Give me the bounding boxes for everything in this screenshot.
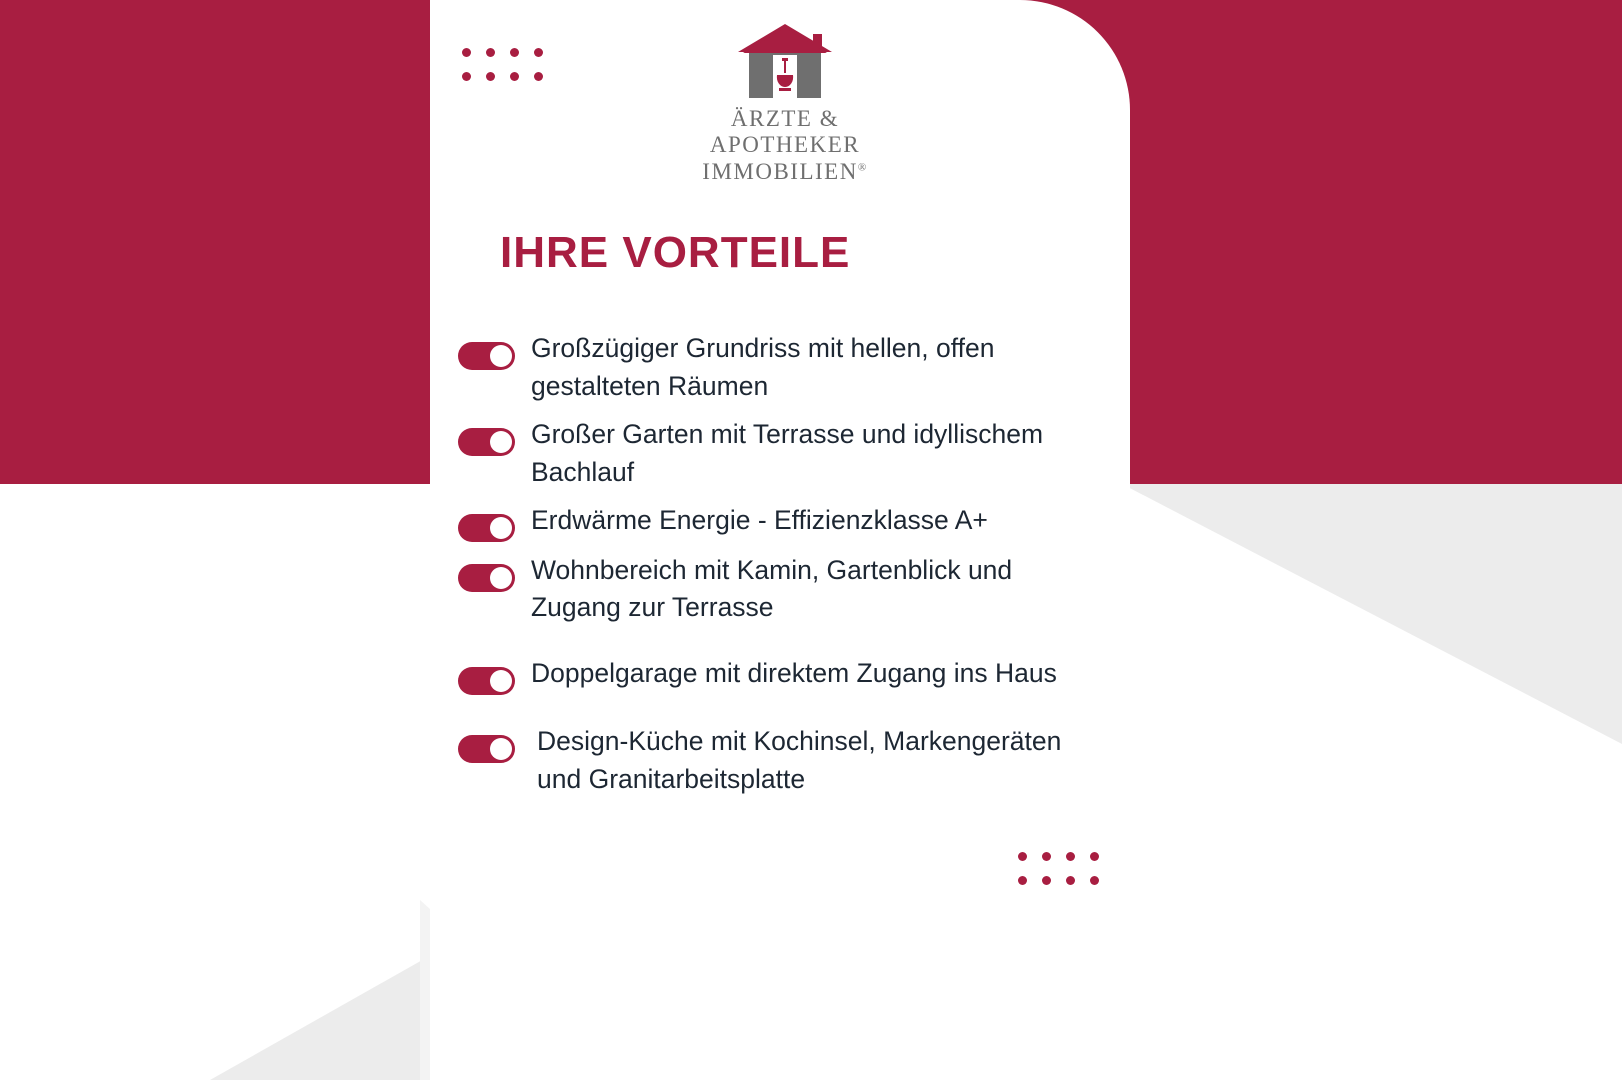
dot — [1090, 852, 1099, 861]
brand-logo — [655, 22, 915, 185]
dot-grid-top-decoration — [462, 48, 543, 81]
toggle-switch-on-icon[interactable] — [458, 514, 515, 542]
toggle-switch-on-icon[interactable] — [458, 667, 515, 695]
dot — [1018, 852, 1027, 861]
brand-name-line2-text: IMMOBILIEN — [702, 158, 858, 184]
list-item — [458, 416, 1098, 492]
toggle-switch-on-icon[interactable] — [458, 428, 515, 456]
house-with-mortar-and-pestle-icon — [735, 22, 835, 100]
dot — [462, 72, 471, 81]
list-item — [458, 330, 1098, 406]
list-item — [458, 552, 1098, 628]
dot — [1066, 876, 1075, 885]
brand-name-line2 — [655, 159, 915, 185]
toggle-knob — [490, 738, 512, 760]
toggle-knob — [490, 670, 512, 692]
registered-mark: ® — [857, 161, 868, 174]
benefit-text: Design-Küche mit Kochinsel, Markengeräten und Granitarbeitsplatte — [537, 726, 1062, 795]
benefit-text: Wohnbereich mit Kamin, Gartenblick und Zugang zur Terrasse — [531, 554, 1013, 623]
benefits-list — [458, 330, 1098, 809]
list-item — [458, 655, 1098, 695]
benefit-text: Erdwärme Energie - Effizienzklasse A+ — [531, 504, 988, 535]
list-item — [458, 723, 1098, 799]
dot — [1042, 876, 1051, 885]
dot — [510, 48, 519, 57]
toggle-switch-on-icon[interactable] — [458, 564, 515, 592]
dot — [486, 72, 495, 81]
benefit-text: Großzügiger Grundriss mit hellen, offen gestalteten Räumen — [531, 333, 995, 401]
list-item — [458, 502, 1098, 542]
dot — [486, 48, 495, 57]
brand-name-line1: ÄRZTE & APOTHEKER — [709, 106, 861, 158]
dot-grid-bottom-decoration — [1018, 852, 1099, 885]
dot — [1090, 876, 1099, 885]
benefit-text: Großer Garten mit Terrasse und idyllischem Bachlauf — [531, 418, 1044, 487]
toggle-knob — [490, 345, 512, 367]
dot — [534, 72, 543, 81]
dot — [510, 72, 519, 81]
toggle-switch-on-icon[interactable] — [458, 735, 515, 763]
toggle-switch-on-icon[interactable] — [458, 342, 515, 370]
dot — [1018, 876, 1027, 885]
toggle-knob — [490, 517, 512, 539]
dot — [1066, 852, 1075, 861]
toggle-knob — [490, 567, 512, 589]
toggle-knob — [490, 431, 512, 453]
dot — [462, 48, 471, 57]
dot — [1042, 852, 1051, 861]
benefit-text: Doppelgarage mit direktem Zugang ins Haus — [531, 658, 1057, 689]
page-title: IHRE VORTEILE — [500, 228, 851, 277]
dot — [534, 48, 543, 57]
